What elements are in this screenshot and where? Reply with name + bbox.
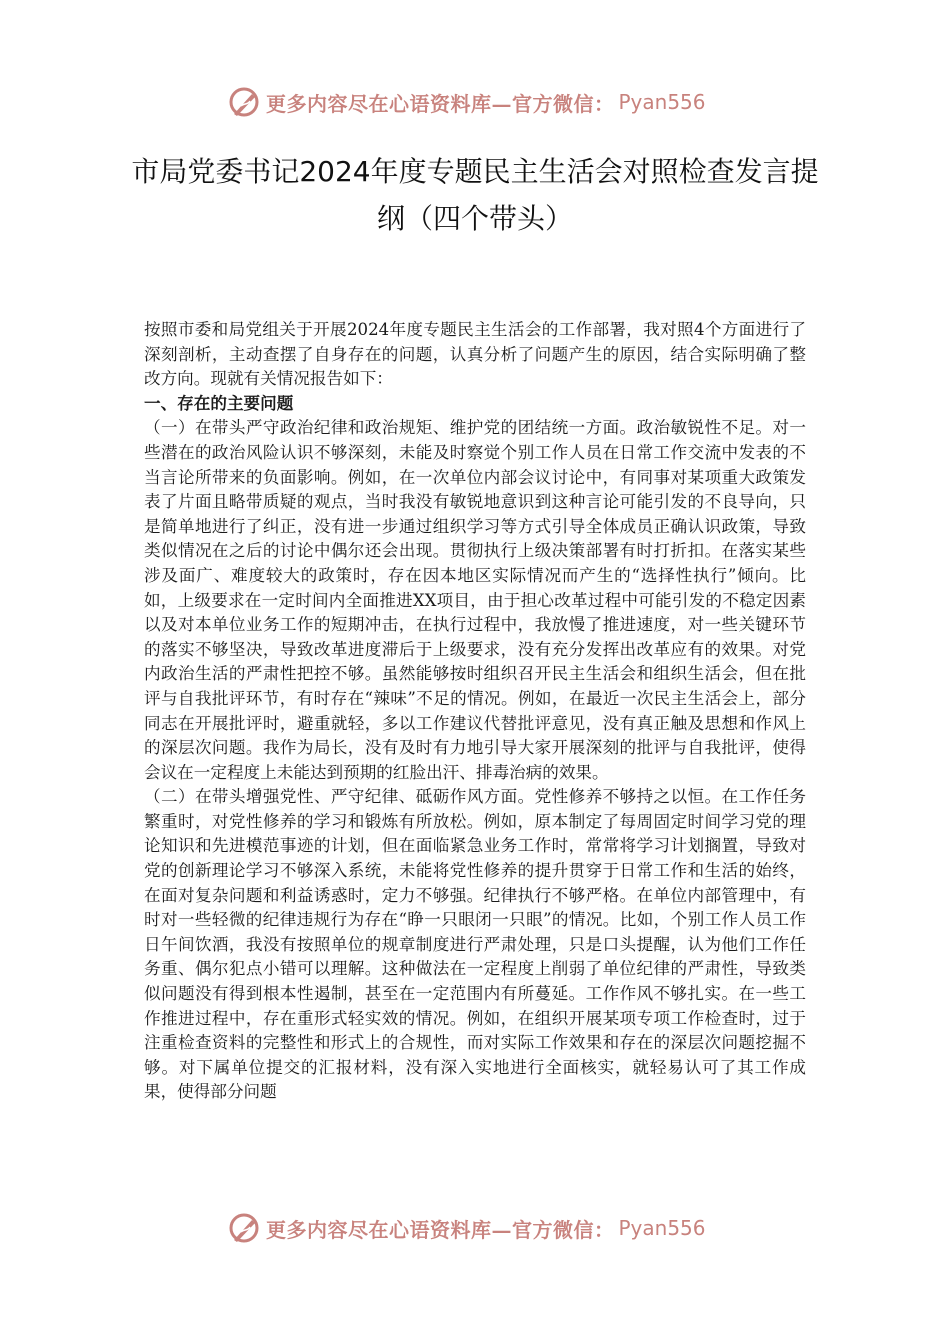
document-body — [144, 318, 806, 1105]
paragraph-1: （一）在带头严守政治纪律和政治规矩、维护党的团结统一方面。政治敏锐性不足。对一些潜在的政治风险认识不够深刻，未能及时察觉个别工作人员在日常工作交流中发表的不当言论所带来的负面影响。例如，在一次单位内部会议讨论中，有同事对某项重大政策发表了片面且略带质疑的观点，当时我没有敏锐地意识到这种言论可能引发的不良导向，只是简单地进行了纠正，没有进一步通过组织学习等方式引导全体成员正确认识政策，导致类似情况在之后的讨论中偶尔还会出现。贯彻执行上级决策部署有时打折扣。在落实某些涉及面广、难度较大的政策时，存在因本地区实际情况而产生的“选择性执行”倾向。比如，上级要求在一定时间内全面推进XX项目，由于担心改革过程中可能引发的不稳定因素以及对本单位业务工作的短期冲击，在执行过程中，我放慢了推进速度，对一些关键环节的落实不够坚决，导致改革进度滞后于上级要求，没有充分发挥出改革应有的效果。对党内政治生活的严肃性把控不够。虽然能够按时组织召开民主生活会和组织生活会，但在批评与自我批评环节，有时存在“辣味”不足的情况。例如，在最近一次民主生活会上，部分同志在开展批评时，避重就轻，多以工作建议代替批评意见，没有真正触及思想和作风上的深层次问题。我作为局长，没有及时有力地引导大家开展深刻的批评与自我批评，使得会议在一定程度上未能达到预期的红脸出汗、排毒治病的效果。 — [144, 418, 806, 782]
watermark-wechat-id: Pyan556 — [618, 1216, 706, 1240]
pen-logo-icon — [228, 1212, 260, 1244]
document-title: 市局党委书记2024年度专题民主生活会对照检查发言提纲（四个带头） — [131, 155, 819, 235]
pen-logo-icon — [228, 86, 260, 118]
paragraph-2: （二）在带头增强党性、严守纪律、砥砺作风方面。党性修养不够持之以恒。在工作任务繁重时，对党性修养的学习和锻炼有所放松。例如，原本制定了每周固定时间学习党的理论知识和先进模范事迹的计划，但在面临紧急业务工作时，常常将学习计划搁置，导致对党的创新理论学习不够深入系统，未能将党性修养的提升贯穿于日常工作和生活的始终，在面对复杂问题和利益诱惑时，定力不够强。纪律执行不够严格。在单位内部管理中，有时对一些轻微的纪律违规行为存在“睁一只眼闭一只眼”的情况。比如，个别工作人员工作日午间饮酒，我没有按照单位的规章制度进行严肃处理，只是口头提醒，认为他们工作任务重、偶尔犯点小错可以理解。这种做法在一定程度上削弱了单位纪律的严肃性，导致类似问题没有得到根本性遏制，甚至在一定范围内有所蔓延。工作作风不够扎实。在一些工作推进过程中，存在重形式轻实效的情况。例如，在组织开展某项专项工作检查时，过于注重检查资料的完整性和形式上的合规性，而对实际工作效果和存在的深层次问题挖掘不够。对下属单位提交的汇报材料，没有深入实地进行全面核实，就轻易认可了其工作成果，使得部分问题 — [144, 787, 806, 1102]
intro-paragraph: 按照市委和局党组关于开展2024年度专题民主生活会的工作部署，我对照4个方面进行了深刻剖析，主动查摆了自身存在的问题，认真分析了问题产生的原因，结合实际明确了整改方向。现就有关情况报告如下： — [144, 320, 806, 389]
watermark-wechat-id: Pyan556 — [618, 90, 706, 114]
section-heading: 一、存在的主要问题 — [144, 393, 294, 413]
watermark-text: 更多内容尽在心语资料库—官方微信： — [266, 91, 615, 116]
watermark-banner-bottom — [228, 1208, 706, 1248]
watermark-banner-top — [228, 82, 706, 122]
watermark-text: 更多内容尽在心语资料库—官方微信： — [266, 1217, 615, 1242]
